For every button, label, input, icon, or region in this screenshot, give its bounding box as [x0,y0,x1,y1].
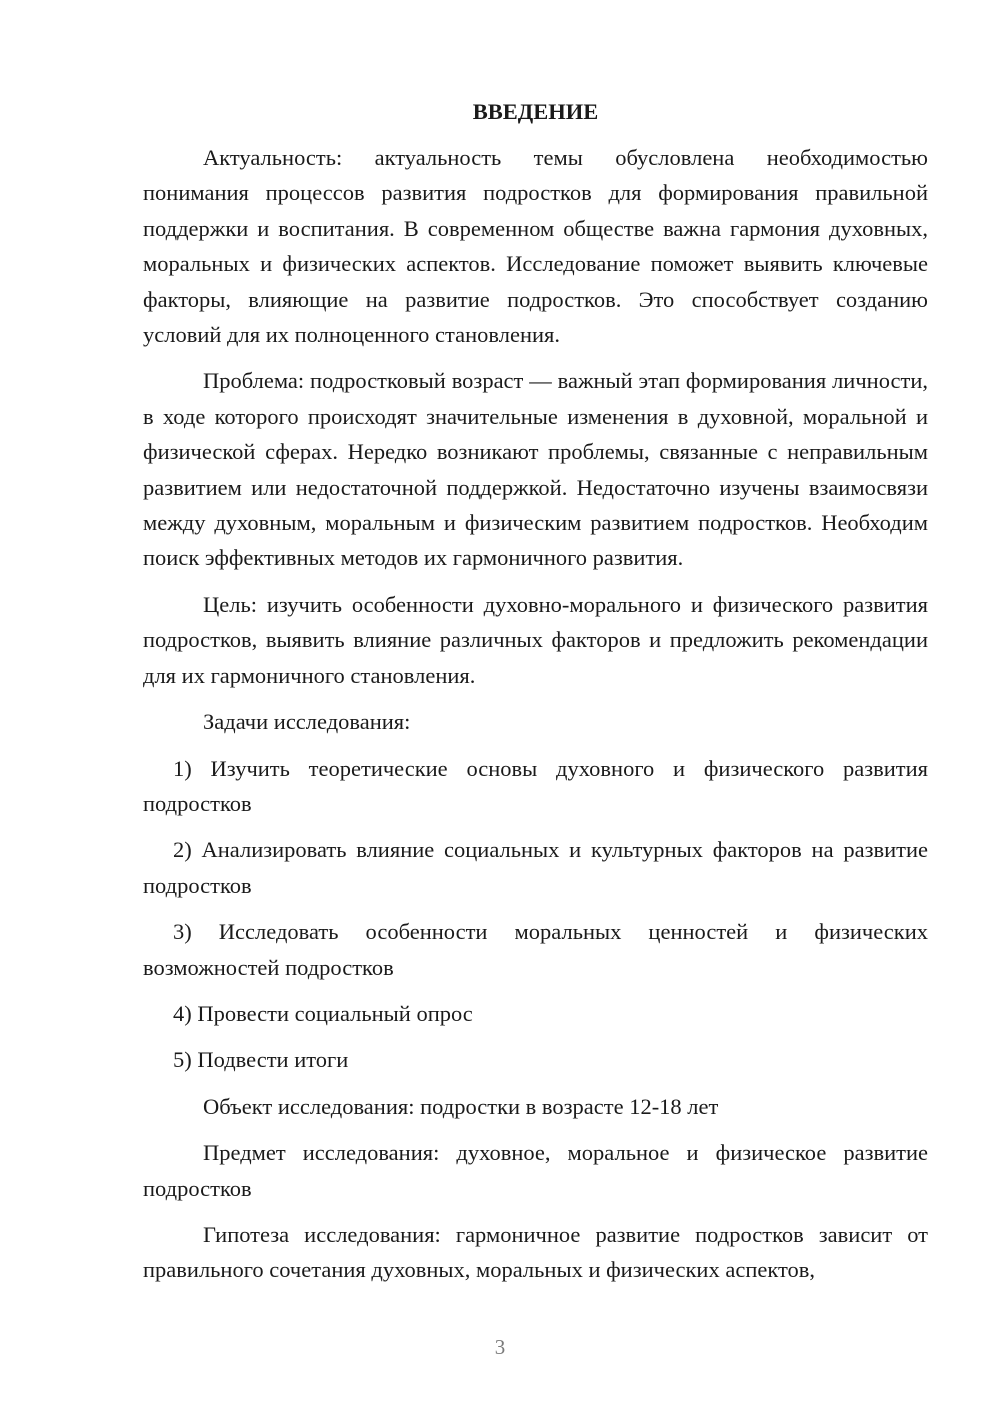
task-item: 4) Провести социальный опрос [173,1000,473,1026]
subject-paragraph: Предмет исследования: духовное, моральное и физическое развитие подростков [143,1140,928,1201]
problem-paragraph: Проблема: подростковый возраст — важный этап формирования личности, в ходе которого происходят значительные изменения в духовной, моральной и физической сферах. Нередко возникают проблемы, связанные с неправильным развитием или недостаточной поддержкой. Недостаточно изучены взаимосвязи между духовным, моральным и физическим развитием подростков. Необходим поиск эффективных методов их гармоничного развития. [143,368,928,571]
goal-paragraph: Цель: изучить особенности духовно-морального и физического развития подростков, выявить влияние различных факторов и предложить рекомендации для их гармоничного становления. [143,591,928,688]
section-heading: ВВЕДЕНИЕ [472,99,599,124]
object-paragraph: Объект исследования: подростки в возрасте 12-18 лет [203,1093,719,1119]
hypothesis-paragraph: Гипотеза исследования: гармоничное развитие подростков зависит от правильного сочетания духовных, моральных и физических аспектов, [143,1221,928,1283]
task-item: 2) Анализировать влияние социальных и культурных факторов на развитие подростков [143,837,928,898]
tasks-heading: Задачи исследования: [203,709,411,735]
document-page [143,94,928,1299]
page-number: 3 [494,1335,506,1359]
tasks-list [143,751,928,1078]
task-item: 1) Изучить теоретические основы духовного и физического развития подростков [143,755,928,816]
task-item: 3) Исследовать особенности моральных ценностей и физических возможностей подростков [143,919,928,980]
task-item: 5) Подвести итоги [173,1047,349,1073]
relevance-paragraph: Актуальность: актуальность темы обусловлена необходимостью понимания процессов развития подростков для формирования правильной поддержки и воспитания. В современном обществе важна гармония духовных, моральных и физических аспектов. Исследование поможет выявить ключевые факторы, влияющие на развитие подростков. Это способствует созданию условий для их полноценного становления. [143,145,928,348]
